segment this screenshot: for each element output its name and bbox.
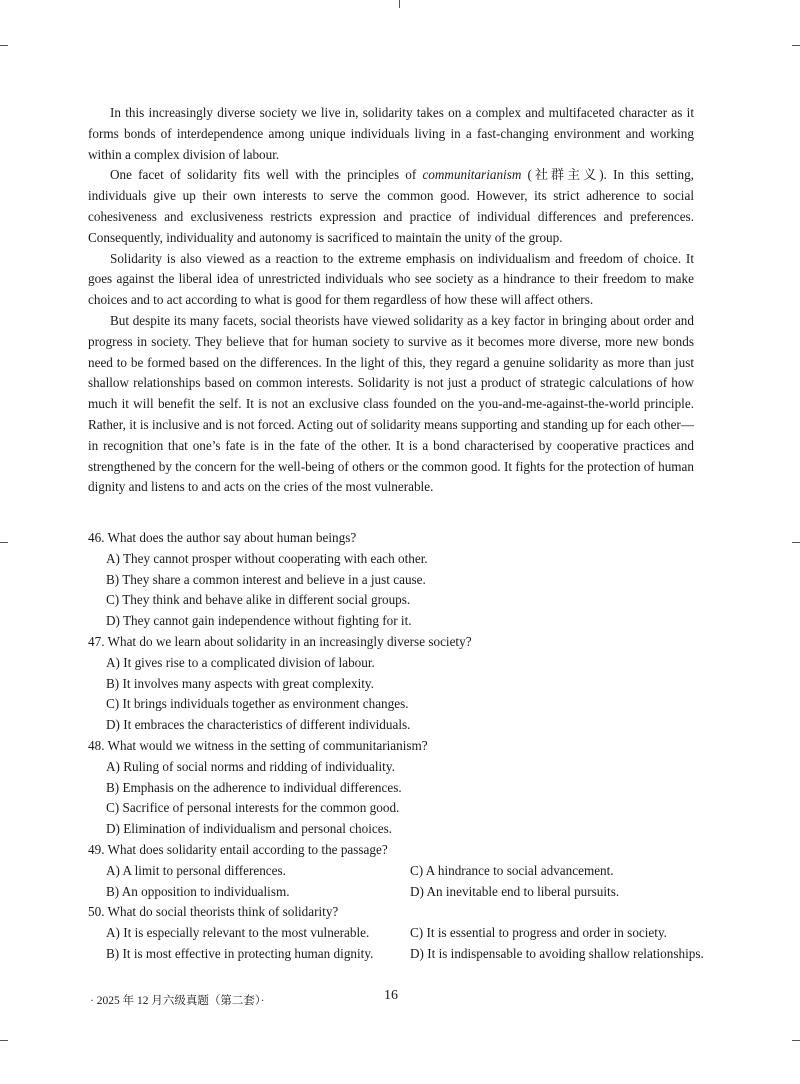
question-46-option-d: D) They cannot gain independence without fighting for it. — [106, 613, 412, 629]
question-50-option-c: C) It is essential to progress and order in society. — [410, 925, 667, 941]
question-49-option-row-1 — [88, 861, 708, 882]
question-48-option-b: B) Emphasis on the adherence to individual differences. — [106, 779, 402, 795]
question-47-option-a: A) It gives rise to a complicated division of labour. — [106, 654, 375, 670]
question-47-option-c: C) It brings individuals together as environment changes. — [106, 696, 409, 712]
question-47-stem: 47. What do we learn about solidarity in an increasingly diverse society? — [88, 633, 472, 649]
question-47-option-b: B) It involves many aspects with great complexity. — [106, 675, 374, 691]
crop-mark-left-top — [0, 45, 8, 46]
question-49-option-a: A) A limit to personal differences. — [106, 862, 286, 878]
passage-paragraph-4: But despite its many facets, social theorists have viewed solidarity as a key factor in bringing about order and progress in society. They believe that for human society to survive as it becomes more diverse, more new bonds need to be formed based on the differences. In the light of this, they regard a genuine solidarity as more than just shallow relationships based on common interests. Solidarity is not just a product of strategic calculations of how much it will benefit the self. It is not an exclusive class founded on the you-and-me-against-the-world principle. Rather, it is inclusive and is not forced. Acting out of solidarity means supporting and standing up for each other—in recognition that one’s fate is in the fate of the other. It is a bond characterised by cooperative practices and strengthened by the concern for the well-being of others or the common good. It fights for the protection of human dignity and listens to and acts on the cries of the most vulnerable. — [88, 312, 694, 495]
question-46-option-c: C) They think and behave alike in different social groups. — [106, 592, 411, 608]
passage-paragraph-2-end: (社群主义). In this setting, individuals give up their own interests to serve the common good. However, its strict adherence to social cohesiveness and exclusiveness restricts expression and practice of individual differences and preferences. Consequently, individuality and autonomy is sacrificed to maintain the unity of the group. — [88, 167, 694, 245]
footer-exam-label: · 2025 年 12 月六级真题（第二套）· — [90, 995, 265, 1007]
question-47-option-d: D) It embraces the characteristics of different individuals. — [106, 717, 411, 733]
question-50-option-row-1 — [88, 923, 708, 944]
question-49-stem: 49. What does solidarity entail according to the passage? — [88, 841, 388, 857]
page-number: 16 — [384, 988, 398, 1003]
question-48-option-a: A) Ruling of social norms and ridding of individuality. — [106, 758, 395, 774]
crop-mark-left-bottom — [0, 1040, 8, 1041]
italic-term: communitarianism — [422, 167, 522, 183]
question-48-stem: 48. What would we witness in the setting of communitarianism? — [88, 737, 428, 753]
question-49-option-c: C) A hindrance to social advancement. — [410, 862, 614, 878]
question-50-option-b: B) It is most effective in protecting human dignity. — [106, 945, 374, 961]
question-46-option-a: A) They cannot prosper without cooperating with each other. — [106, 550, 428, 566]
crop-mark-left-mid — [0, 542, 8, 543]
crop-mark-right-bottom — [792, 1040, 800, 1041]
question-list — [88, 528, 708, 965]
question-50-option-a: A) It is especially relevant to the most vulnerable. — [106, 925, 370, 941]
passage-paragraph-1: In this increasingly diverse society we live in, solidarity takes on a complex and multifaceted character as it forms bonds of interdependence among unique individuals living in a fast-changing environment and working within a complex division of labour. — [88, 105, 694, 162]
crop-mark-right-mid — [792, 542, 800, 543]
question-49-option-row-2 — [88, 882, 708, 903]
question-50-option-d: D) It is indispensable to avoiding shallow relationships. — [410, 945, 704, 961]
question-48-option-c: C) Sacrifice of personal interests for the common good. — [106, 800, 400, 816]
question-50-stem: 50. What do social theorists think of solidarity? — [88, 904, 339, 920]
crop-mark-right-top — [792, 45, 800, 46]
passage-paragraph-2 — [88, 165, 694, 248]
passage-paragraph-3: Solidarity is also viewed as a reaction to the extreme emphasis on individualism and freedom of choice. It goes against the liberal idea of unrestricted individuals who see society as a hindrance to their freedom to make choices and to act according to what is good for them regardless of how these will affect others. — [88, 250, 694, 308]
question-49-option-b: B) An opposition to individualism. — [106, 883, 290, 899]
passage-paragraph-2-start: One facet of solidarity fits well with the principles of — [110, 167, 423, 183]
crop-mark-top-center — [399, 0, 400, 8]
question-46-option-b: B) They share a common interest and believe in a just cause. — [106, 571, 426, 587]
question-49-option-d: D) An inevitable end to liberal pursuits. — [410, 883, 620, 899]
question-46-stem: 46. What does the author say about human beings? — [88, 530, 357, 545]
reading-passage — [88, 103, 694, 498]
question-50-option-row-2 — [88, 944, 708, 965]
question-48-option-d: D) Elimination of individualism and personal choices. — [106, 821, 393, 837]
